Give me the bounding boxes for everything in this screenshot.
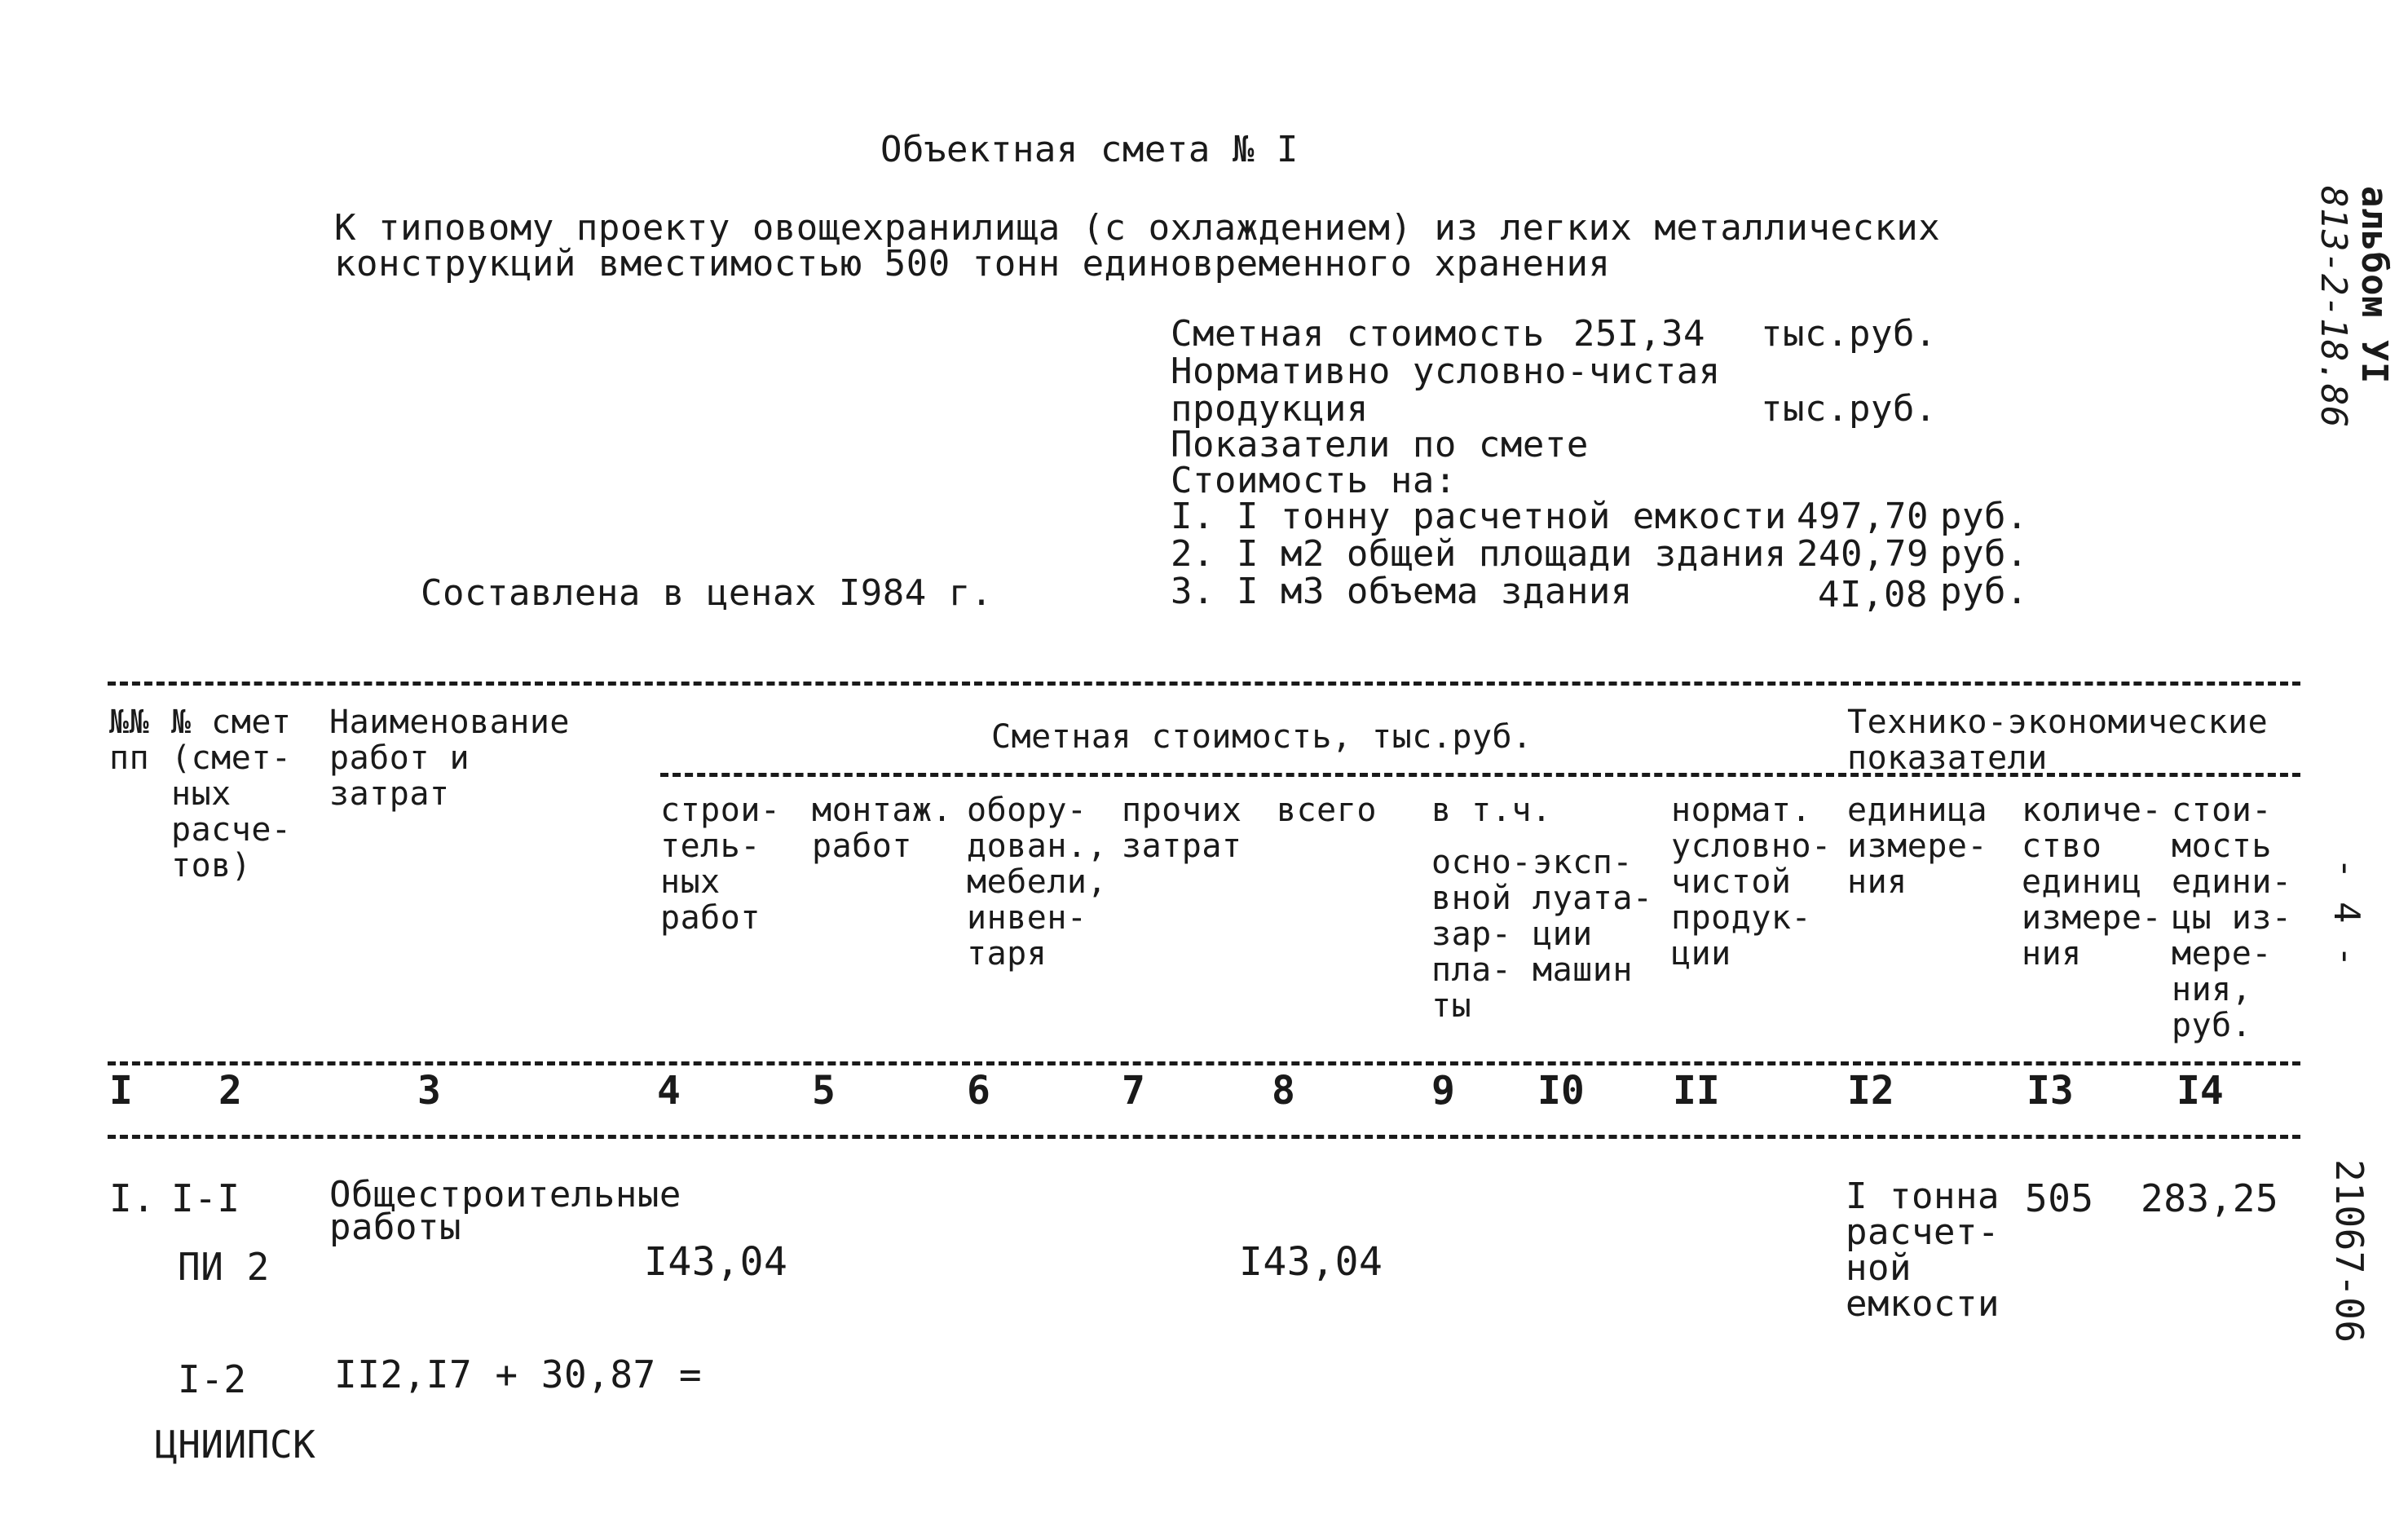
indicator-item-label: 2. I м2 общей площади здания [1171,533,1787,575]
document-title: Объектная смета № I [880,129,1299,170]
album-label: альбом УI [2353,186,2395,384]
column-number: 9 [1431,1068,1455,1114]
row-total-cost: I43,04 [1239,1239,1383,1285]
cost-unit: тыс.руб. [1761,313,1937,355]
header-col-net-product: нормат. условно- чистой продук- ции [1671,792,1832,973]
indicator-item-unit: руб. [1940,533,2028,575]
column-number-rule [108,1135,2300,1139]
indicator-item-unit: руб. [1940,496,2028,537]
row-estimate-source: ЦНИИПСК [155,1423,316,1467]
net-product-label-1: Нормативно условно-чистая [1171,351,1721,392]
header-col-unit-cost: стои- мость едини- цы из- мере- ния, руб. [2172,792,2292,1044]
document-subtitle-line1: К типовому проекту овощехранилища (с охлаждением) из легких металлических [334,207,1941,249]
header-bottom-rule [108,1061,2300,1065]
row-construction-cost: I43,04 [644,1239,788,1285]
column-number: 8 [1272,1068,1295,1114]
document-subtitle-line2: конструкций вместимостью 500 тонн единовременного хранения [334,243,1611,285]
header-col-row-number: №№ пп [109,704,150,777]
column-number: 5 [812,1068,836,1114]
header-col-machine-operation: экcп- луата- ции машин [1533,844,1653,989]
column-number: 2 [218,1068,242,1114]
column-number: 4 [657,1068,681,1114]
row-work-name: II2,I7 + 30,87 = [334,1352,703,1396]
page-mark: - 4 - [2326,858,2367,968]
column-number: I [109,1068,133,1114]
row-work-name: Общестроительные работы [329,1174,681,1248]
header-group-estimated-cost: Сметная стоимость, тыс.руб. [991,718,1533,756]
project-code: 813-2-18.86 [2313,186,2354,428]
row-unit-quantity: 505 [2025,1176,2094,1220]
header-col-equipment: обору- дован., мебели, инвен- таря [967,792,1108,973]
indicator-item-value: 240,79 [1797,533,1929,575]
indicator-item-value: 497,70 [1797,496,1929,537]
table-top-rule [108,682,2300,686]
header-col-measure-unit: единица измере- ния [1847,792,1988,901]
row-estimate-number: I-2 [178,1357,247,1401]
indicator-item-label: 3. I м3 объема здания [1171,571,1633,612]
indicator-item-unit: руб. [1940,571,2028,612]
header-col-unit-quantity: количе- ство единиц измере- ния [2022,792,2163,973]
row-estimate-number: I-I [171,1176,240,1220]
cost-value: 25I,34 [1573,313,1705,355]
indicator-item-value: 4I,08 [1818,574,1928,615]
net-product-label-2: продукция [1171,388,1369,430]
net-product-unit: тыс.руб. [1761,388,1937,430]
indicator-item-label: I. I тонну расчетной емкости [1171,496,1787,537]
column-number: I3 [2027,1068,2074,1114]
header-col-estimate-number: № смет (смет- ных расче- тов) [171,704,292,885]
composed-in-prices: Составлена в ценах I984 г. [421,572,993,614]
row-measure-unit: I тонна расчет- ной емкости [1846,1176,2000,1325]
column-number: I0 [1537,1068,1585,1114]
column-number: I2 [1847,1068,1894,1114]
header-including: в т.ч. [1431,792,1552,829]
header-col-other-costs: прочих затрат [1122,792,1242,865]
cost-label: Сметная стоимость [1171,313,1545,355]
column-number: II [1673,1068,1720,1114]
row-number: I. [109,1176,156,1220]
header-col-construction-works: строи- тель- ных работ [660,792,781,937]
column-number: 3 [417,1068,441,1114]
document-ref-number: 21067-06 [2327,1159,2371,1343]
header-col-total: всего [1277,792,1377,829]
column-number: I4 [2176,1068,2224,1114]
header-col-installation-works: монтаж. работ [812,792,953,865]
row-unit-cost: 283,25 [2141,1176,2279,1220]
column-number: 6 [967,1068,990,1114]
column-number: 7 [1122,1068,1145,1114]
row-estimate-source: ПИ 2 [178,1245,270,1289]
header-col-work-name: Наименование работ и затрат [329,704,570,813]
header-group-technical-indicators: Технико-экономические показатели [1847,704,2269,777]
cost-per-label: Стоимость на: [1171,460,1457,501]
indicators-label: Показатели по смете [1171,424,1589,465]
header-col-base-salary: осно- вной зар- пла- ты [1431,844,1532,1025]
